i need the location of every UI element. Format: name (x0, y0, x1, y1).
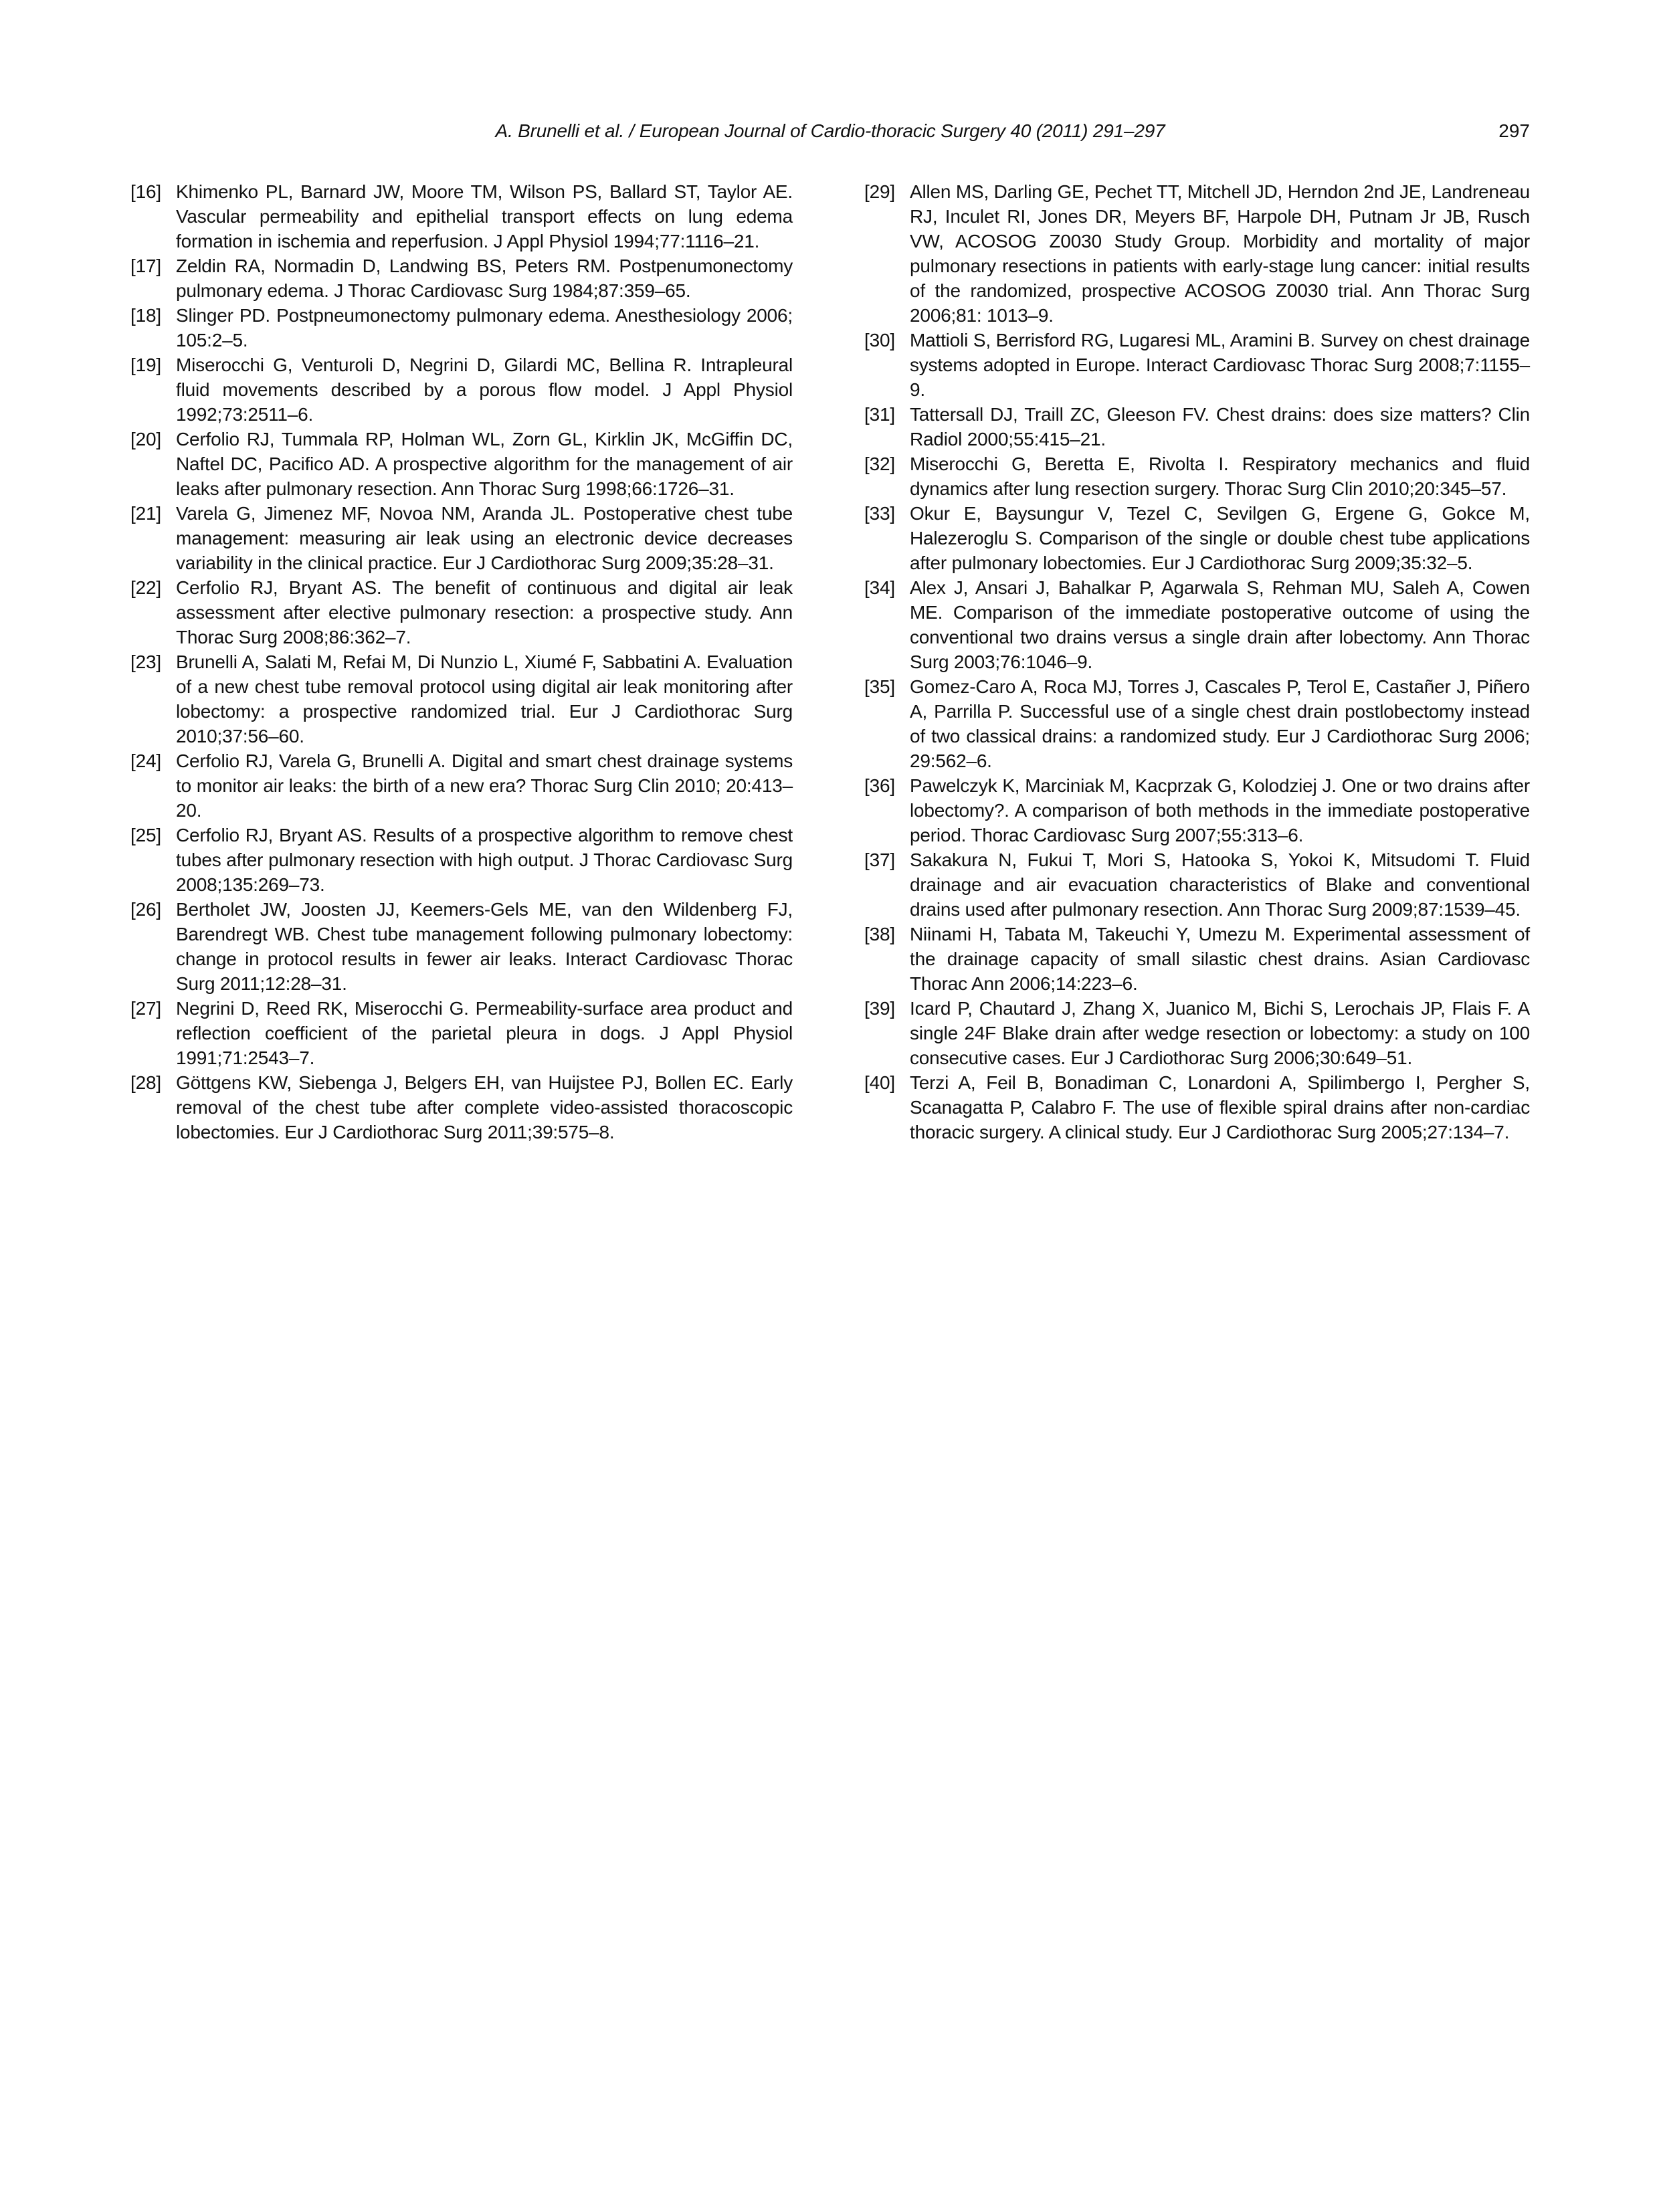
reference-text: Terzi A, Feil B, Bonadiman C, Lonardoni A, Spilimbergo I, Pergher S, Scanagatta P, Calabro F. The use of flexible spiral drains after non-cardiac thoracic surgery. A clinical study. Eur J Cardiothorac Surg 2005;27:134–7. (910, 1072, 1530, 1142)
reference-text: Pawelczyk K, Marciniak M, Kacprzak G, Kolodziej J. One or two drains after lobectomy?. A comparison of both methods in the immediate postoperative period. Thorac Cardiovasc Surg 2007;55:313–6. (910, 775, 1530, 845)
reference-item (130, 353, 793, 427)
reference-number: [34] (864, 577, 895, 598)
reference-item (130, 748, 793, 823)
reference-item (864, 773, 1530, 847)
reference-item (864, 575, 1530, 674)
reference-item (130, 501, 793, 575)
reference-text: Brunelli A, Salati M, Refai M, Di Nunzio L, Xiumé F, Sabbatini A. Evaluation of a new chest tube removal protocol using digital air leak monitoring after lobectomy: a prospective randomized trial. Eur J Cardiothorac Surg 2010;37:56–60. (176, 651, 793, 746)
reference-text: Allen MS, Darling GE, Pechet TT, Mitchell JD, Herndon 2nd JE, Landreneau RJ, Inculet RI, Jones DR, Meyers BF, Harpole DH, Putnam Jr JB, Rusch VW, ACOSOG Z0030 Study Group. Morbidity and mortality of major pulmonary resections in patients with early-stage lung cancer: initial results of the randomized, prospective ACOSOG Z0030 trial. Ann Thorac Surg 2006;81: 1013–9. (910, 181, 1530, 326)
reference-number: [26] (130, 899, 161, 920)
reference-item (864, 402, 1530, 451)
reference-item (130, 1070, 793, 1144)
references-column-right (864, 179, 1530, 1144)
reference-number: [16] (130, 181, 161, 202)
reference-number: [24] (130, 750, 161, 771)
reference-number: [18] (130, 305, 161, 326)
reference-text: Miserocchi G, Venturoli D, Negrini D, Gilardi MC, Bellina R. Intrapleural fluid movements described by a porous flow model. J Appl Physiol 1992;73:2511–6. (176, 355, 793, 425)
reference-number: [17] (130, 256, 161, 276)
reference-item (864, 996, 1530, 1070)
reference-number: [35] (864, 676, 895, 697)
references-column-left (130, 179, 793, 1144)
reference-text: Tattersall DJ, Traill ZC, Gleeson FV. Chest drains: does size matters? Clin Radiol 2000;55:415–21. (910, 404, 1530, 449)
reference-item (130, 254, 793, 303)
reference-item (130, 897, 793, 996)
reference-text: Slinger PD. Postpneumonectomy pulmonary edema. Anesthesiology 2006; 105:2–5. (176, 305, 793, 350)
reference-number: [39] (864, 998, 895, 1019)
reference-text: Icard P, Chautard J, Zhang X, Juanico M, Bichi S, Lerochais JP, Flais F. A single 24F Blake drain after wedge resection or lobectomy: a study on 100 consecutive cases. Eur J Cardiothorac Surg 2006;30:649–51. (910, 998, 1530, 1068)
reference-text: Bertholet JW, Joosten JJ, Keemers-Gels ME, van den Wildenberg FJ, Barendregt WB. Chest tube management following pulmonary lobectomy: change in protocol results in fewer air leaks. Interact Cardiovasc Thorac Surg 2011;12:28–31. (176, 899, 793, 994)
reference-text: Göttgens KW, Siebenga J, Belgers EH, van Huijstee PJ, Bollen EC. Early removal of the chest tube after complete video-assisted thoracoscopic lobectomies. Eur J Cardiothorac Surg 2011;39:575–8. (176, 1072, 793, 1142)
page-header (130, 120, 1530, 147)
reference-number: [21] (130, 503, 161, 524)
reference-text: Alex J, Ansari J, Bahalkar P, Agarwala S, Rehman MU, Saleh A, Cowen ME. Comparison of the immediate postoperative outcome of using the conventional two drains versus a single drain after lobectomy. Ann Thorac Surg 2003;76:1046–9. (910, 577, 1530, 672)
reference-text: Niinami H, Tabata M, Takeuchi Y, Umezu M. Experimental assessment of the drainage capacity of small silastic chest drains. Asian Cardiovasc Thorac Ann 2006;14:223–6. (910, 924, 1530, 994)
reference-number: [19] (130, 355, 161, 375)
reference-number: [31] (864, 404, 895, 425)
reference-text: Cerfolio RJ, Varela G, Brunelli A. Digital and smart chest drainage systems to monitor air leaks: the birth of a new era? Thorac Surg Clin 2010; 20:413–20. (176, 750, 793, 821)
reference-text: Khimenko PL, Barnard JW, Moore TM, Wilson PS, Ballard ST, Taylor AE. Vascular permeability and epithelial transport effects on lung edema formation in ischemia and reperfusion. J Appl Physiol 1994;77:1116–21. (176, 181, 793, 252)
reference-text: Gomez-Caro A, Roca MJ, Torres J, Cascales P, Terol E, Castañer J, Piñero A, Parrilla P. Successful use of a single chest drain postlobectomy instead of two classical drains: a randomized study. Eur J Cardiothorac Surg 2006; 29:562–6. (910, 676, 1530, 771)
reference-text: Varela G, Jimenez MF, Novoa NM, Aranda JL. Postoperative chest tube management: measuring air leak using an electronic device decreases variability in the clinical practice. Eur J Cardiothorac Surg 2009;35:28–31. (176, 503, 793, 573)
reference-text: Sakakura N, Fukui T, Mori S, Hatooka S, Yokoi K, Mitsudomi T. Fluid drainage and air evacuation characteristics of Blake and conventional drains used after pulmonary resection. Ann Thorac Surg 2009;87:1539–45. (910, 849, 1530, 920)
reference-item (130, 996, 793, 1070)
reference-number: [27] (130, 998, 161, 1019)
reference-number: [23] (130, 651, 161, 672)
reference-number: [28] (130, 1072, 161, 1093)
reference-number: [37] (864, 849, 895, 870)
reference-item (130, 823, 793, 897)
reference-item (130, 179, 793, 254)
reference-number: [36] (864, 775, 895, 796)
reference-item (130, 575, 793, 649)
reference-number: [40] (864, 1072, 895, 1093)
reference-number: [20] (130, 429, 161, 449)
reference-number: [25] (130, 825, 161, 845)
reference-item (864, 1070, 1530, 1144)
reference-item (864, 328, 1530, 402)
reference-text: Okur E, Baysungur V, Tezel C, Sevilgen G, Ergene G, Gokce M, Halezeroglu S. Comparison of the single or double chest tube applications after pulmonary lobectomies. Eur J Cardiothorac Surg 2009;35:32–5. (910, 503, 1530, 573)
reference-text: Miserocchi G, Beretta E, Rivolta I. Respiratory mechanics and fluid dynamics after lung resection surgery. Thorac Surg Clin 2010;20:345–57. (910, 454, 1530, 499)
reference-number: [22] (130, 577, 161, 598)
reference-number: [30] (864, 330, 895, 350)
running-head: A. Brunelli et al. / European Journal of Cardio-thoracic Surgery 40 (2011) 291–297 (495, 120, 1165, 141)
reference-item (864, 501, 1530, 575)
reference-item (864, 847, 1530, 922)
reference-text: Cerfolio RJ, Bryant AS. Results of a prospective algorithm to remove chest tubes after pulmonary resection with high output. J Thorac Cardiovasc Surg 2008;135:269–73. (176, 825, 793, 895)
page-number: 297 (1498, 120, 1530, 141)
reference-number: [33] (864, 503, 895, 524)
reference-number: [38] (864, 924, 895, 944)
reference-number: [32] (864, 454, 895, 474)
reference-text: Zeldin RA, Normadin D, Landwing BS, Peters RM. Postpenumonectomy pulmonary edema. J Thorac Cardiovasc Surg 1984;87:359–65. (176, 256, 793, 301)
reference-item (130, 649, 793, 748)
reference-text: Mattioli S, Berrisford RG, Lugaresi ML, Aramini B. Survey on chest drainage systems adopted in Europe. Interact Cardiovasc Thorac Surg 2008;7:1155–9. (910, 330, 1530, 400)
reference-item (864, 674, 1530, 773)
reference-item (864, 179, 1530, 328)
reference-text: Negrini D, Reed RK, Miserocchi G. Permeability-surface area product and reflection coefficient of the parietal pleura in dogs. J Appl Physiol 1991;71:2543–7. (176, 998, 793, 1068)
reference-item (864, 451, 1530, 501)
reference-item (130, 303, 793, 353)
reference-item (864, 922, 1530, 996)
reference-text: Cerfolio RJ, Bryant AS. The benefit of continuous and digital air leak assessment after elective pulmonary resection: a prospective study. Ann Thorac Surg 2008;86:362–7. (176, 577, 793, 647)
reference-text: Cerfolio RJ, Tummala RP, Holman WL, Zorn GL, Kirklin JK, McGiffin DC, Naftel DC, Pacifico AD. A prospective algorithm for the management of air leaks after pulmonary resection. Ann Thorac Surg 1998;66:1726–31. (176, 429, 793, 499)
reference-item (130, 427, 793, 501)
reference-number: [29] (864, 181, 895, 202)
